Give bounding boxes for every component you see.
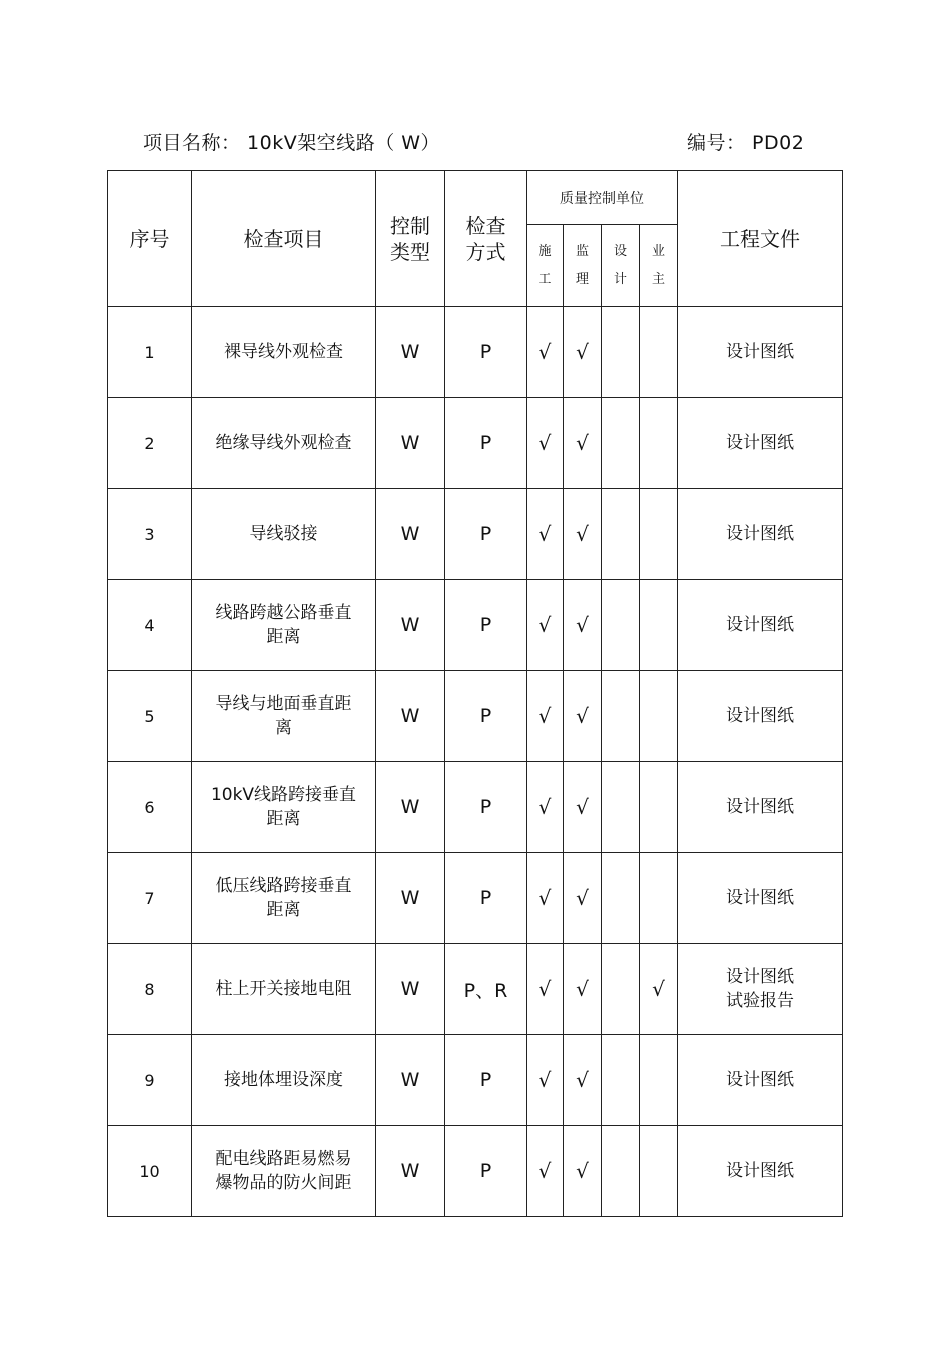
col-header-supervision-line1: 监 — [575, 243, 589, 259]
table-row — [108, 398, 843, 489]
owner-check — [640, 307, 678, 398]
inspection-item-line: 柱上开关接地电阻 — [215, 979, 352, 999]
engineering-documents-line: 设计图纸 — [726, 524, 794, 544]
table-row — [108, 762, 843, 853]
engineering-documents — [678, 1035, 843, 1126]
table-row — [108, 944, 843, 1035]
inspection-item — [192, 489, 376, 580]
owner-check — [640, 398, 678, 489]
control-type: W — [376, 762, 445, 853]
engineering-documents-line: 设计图纸 — [726, 706, 794, 726]
col-header-item: 检查项目 — [192, 171, 376, 307]
owner-check: √ — [640, 944, 678, 1035]
col-header-construction-line2: 工 — [538, 271, 552, 287]
engineering-documents-line: 设计图纸 — [726, 1070, 794, 1090]
supervision-check: √ — [564, 580, 602, 671]
engineering-documents-line: 设计图纸 — [726, 1161, 794, 1181]
control-type: W — [376, 1035, 445, 1126]
inspection-item-line: 接地体埋设深度 — [224, 1070, 343, 1090]
col-header-supervision-line2: 理 — [575, 271, 589, 287]
row-number: 2 — [108, 398, 192, 489]
table-row — [108, 580, 843, 671]
construction-check: √ — [527, 944, 564, 1035]
inspection-method: P — [445, 762, 527, 853]
engineering-documents — [678, 398, 843, 489]
engineering-documents — [678, 671, 843, 762]
engineering-documents-line: 设计图纸 — [726, 967, 794, 987]
inspection-item — [192, 1035, 376, 1126]
inspection-item — [192, 853, 376, 944]
col-header-owner-line1: 业 — [651, 243, 665, 259]
inspection-item-line: 线路跨越公路垂直 — [215, 603, 352, 623]
engineering-documents-line: 试验报告 — [726, 991, 794, 1011]
owner-check — [640, 489, 678, 580]
table-row — [108, 671, 843, 762]
control-type: W — [376, 671, 445, 762]
col-header-design-line2: 计 — [613, 271, 627, 287]
owner-check — [640, 853, 678, 944]
inspection-method: P、R — [445, 944, 527, 1035]
engineering-documents — [678, 1126, 843, 1217]
row-number: 9 — [108, 1035, 192, 1126]
engineering-documents — [678, 853, 843, 944]
control-type: W — [376, 944, 445, 1035]
owner-check — [640, 580, 678, 671]
inspection-method: P — [445, 307, 527, 398]
inspection-item — [192, 671, 376, 762]
inspection-table — [107, 170, 843, 1217]
engineering-documents — [678, 307, 843, 398]
supervision-check: √ — [564, 671, 602, 762]
col-header-control-type-line2: 类型 — [390, 239, 430, 264]
design-check — [602, 1035, 640, 1126]
supervision-check: √ — [564, 307, 602, 398]
inspection-item-line: 配电线路距易燃易 — [215, 1149, 352, 1169]
supervision-check: √ — [564, 398, 602, 489]
owner-check — [640, 671, 678, 762]
design-check — [602, 1126, 640, 1217]
col-header-method-line1: 检查 — [465, 213, 506, 238]
control-type: W — [376, 398, 445, 489]
supervision-check: √ — [564, 944, 602, 1035]
col-header-design — [602, 225, 640, 307]
inspection-item-line: 裸导线外观检查 — [224, 342, 343, 362]
engineering-documents-line: 设计图纸 — [726, 342, 794, 362]
engineering-documents — [678, 489, 843, 580]
row-number: 4 — [108, 580, 192, 671]
inspection-method: P — [445, 489, 527, 580]
col-header-method — [445, 171, 527, 307]
engineering-documents-line: 设计图纸 — [726, 615, 794, 635]
supervision-check: √ — [564, 489, 602, 580]
construction-check: √ — [527, 762, 564, 853]
col-header-supervision — [564, 225, 602, 307]
control-type: W — [376, 307, 445, 398]
control-type: W — [376, 1126, 445, 1217]
col-header-owner — [640, 225, 678, 307]
inspection-method: P — [445, 580, 527, 671]
owner-check — [640, 1035, 678, 1126]
control-type: W — [376, 853, 445, 944]
row-number: 6 — [108, 762, 192, 853]
table-row — [108, 853, 843, 944]
table-row — [108, 1035, 843, 1126]
table-row — [108, 489, 843, 580]
design-check — [602, 489, 640, 580]
design-check — [602, 671, 640, 762]
control-type: W — [376, 489, 445, 580]
inspection-item-line: 离 — [275, 718, 292, 738]
inspection-item — [192, 307, 376, 398]
inspection-item — [192, 1126, 376, 1217]
construction-check: √ — [527, 307, 564, 398]
col-header-documents: 工程文件 — [678, 171, 843, 307]
construction-check: √ — [527, 1035, 564, 1126]
design-check — [602, 307, 640, 398]
inspection-item-line: 爆物品的防火间距 — [215, 1173, 352, 1193]
col-header-method-line2: 方式 — [465, 239, 506, 264]
engineering-documents-line: 设计图纸 — [726, 888, 794, 908]
inspection-item-line: 距离 — [266, 900, 301, 920]
document-code-label: 编号： PD02 — [687, 132, 805, 154]
supervision-check: √ — [564, 1126, 602, 1217]
inspection-item-line: 导线驳接 — [249, 524, 318, 544]
inspection-item-line: 绝缘导线外观检查 — [215, 433, 352, 453]
construction-check: √ — [527, 489, 564, 580]
inspection-item — [192, 580, 376, 671]
design-check — [602, 853, 640, 944]
supervision-check: √ — [564, 1035, 602, 1126]
col-header-owner-line2: 主 — [651, 271, 665, 287]
engineering-documents-line: 设计图纸 — [726, 797, 794, 817]
construction-check: √ — [527, 580, 564, 671]
col-header-control-type-line1: 控制 — [390, 213, 430, 238]
construction-check: √ — [527, 1126, 564, 1217]
row-number: 10 — [108, 1126, 192, 1217]
inspection-method: P — [445, 1035, 527, 1126]
engineering-documents — [678, 762, 843, 853]
inspection-method: P — [445, 398, 527, 489]
supervision-check: √ — [564, 853, 602, 944]
inspection-method: P — [445, 1126, 527, 1217]
engineering-documents — [678, 580, 843, 671]
col-header-control-type — [376, 171, 445, 307]
engineering-documents-line: 设计图纸 — [726, 433, 794, 453]
inspection-item-line: 10kV线路跨接垂直 — [210, 785, 357, 805]
table-row — [108, 1126, 843, 1217]
design-check — [602, 944, 640, 1035]
owner-check — [640, 1126, 678, 1217]
inspection-item — [192, 762, 376, 853]
col-header-construction-line1: 施 — [538, 243, 552, 259]
engineering-documents — [678, 944, 843, 1035]
construction-check: √ — [527, 671, 564, 762]
inspection-item-line: 导线与地面垂直距 — [215, 694, 352, 714]
design-check — [602, 762, 640, 853]
inspection-item — [192, 398, 376, 489]
row-number: 7 — [108, 853, 192, 944]
supervision-check: √ — [564, 762, 602, 853]
design-check — [602, 398, 640, 489]
col-header-construction — [527, 225, 564, 307]
inspection-item-line: 低压线路跨接垂直 — [215, 876, 352, 896]
design-check — [602, 580, 640, 671]
inspection-item-line: 距离 — [266, 627, 301, 647]
control-type: W — [376, 580, 445, 671]
row-number: 1 — [108, 307, 192, 398]
inspection-method: P — [445, 671, 527, 762]
owner-check — [640, 762, 678, 853]
inspection-method: P — [445, 853, 527, 944]
construction-check: √ — [527, 398, 564, 489]
inspection-item-line: 距离 — [266, 809, 301, 829]
row-number: 8 — [108, 944, 192, 1035]
row-number: 5 — [108, 671, 192, 762]
project-name-label: 项目名称： 10kV架空线路（ W） — [143, 132, 441, 154]
construction-check: √ — [527, 853, 564, 944]
col-header-design-line1: 设 — [613, 243, 627, 259]
col-header-quality-unit: 质量控制单位 — [527, 171, 678, 225]
table-row — [108, 307, 843, 398]
col-header-seq: 序号 — [108, 171, 192, 307]
inspection-item — [192, 944, 376, 1035]
row-number: 3 — [108, 489, 192, 580]
